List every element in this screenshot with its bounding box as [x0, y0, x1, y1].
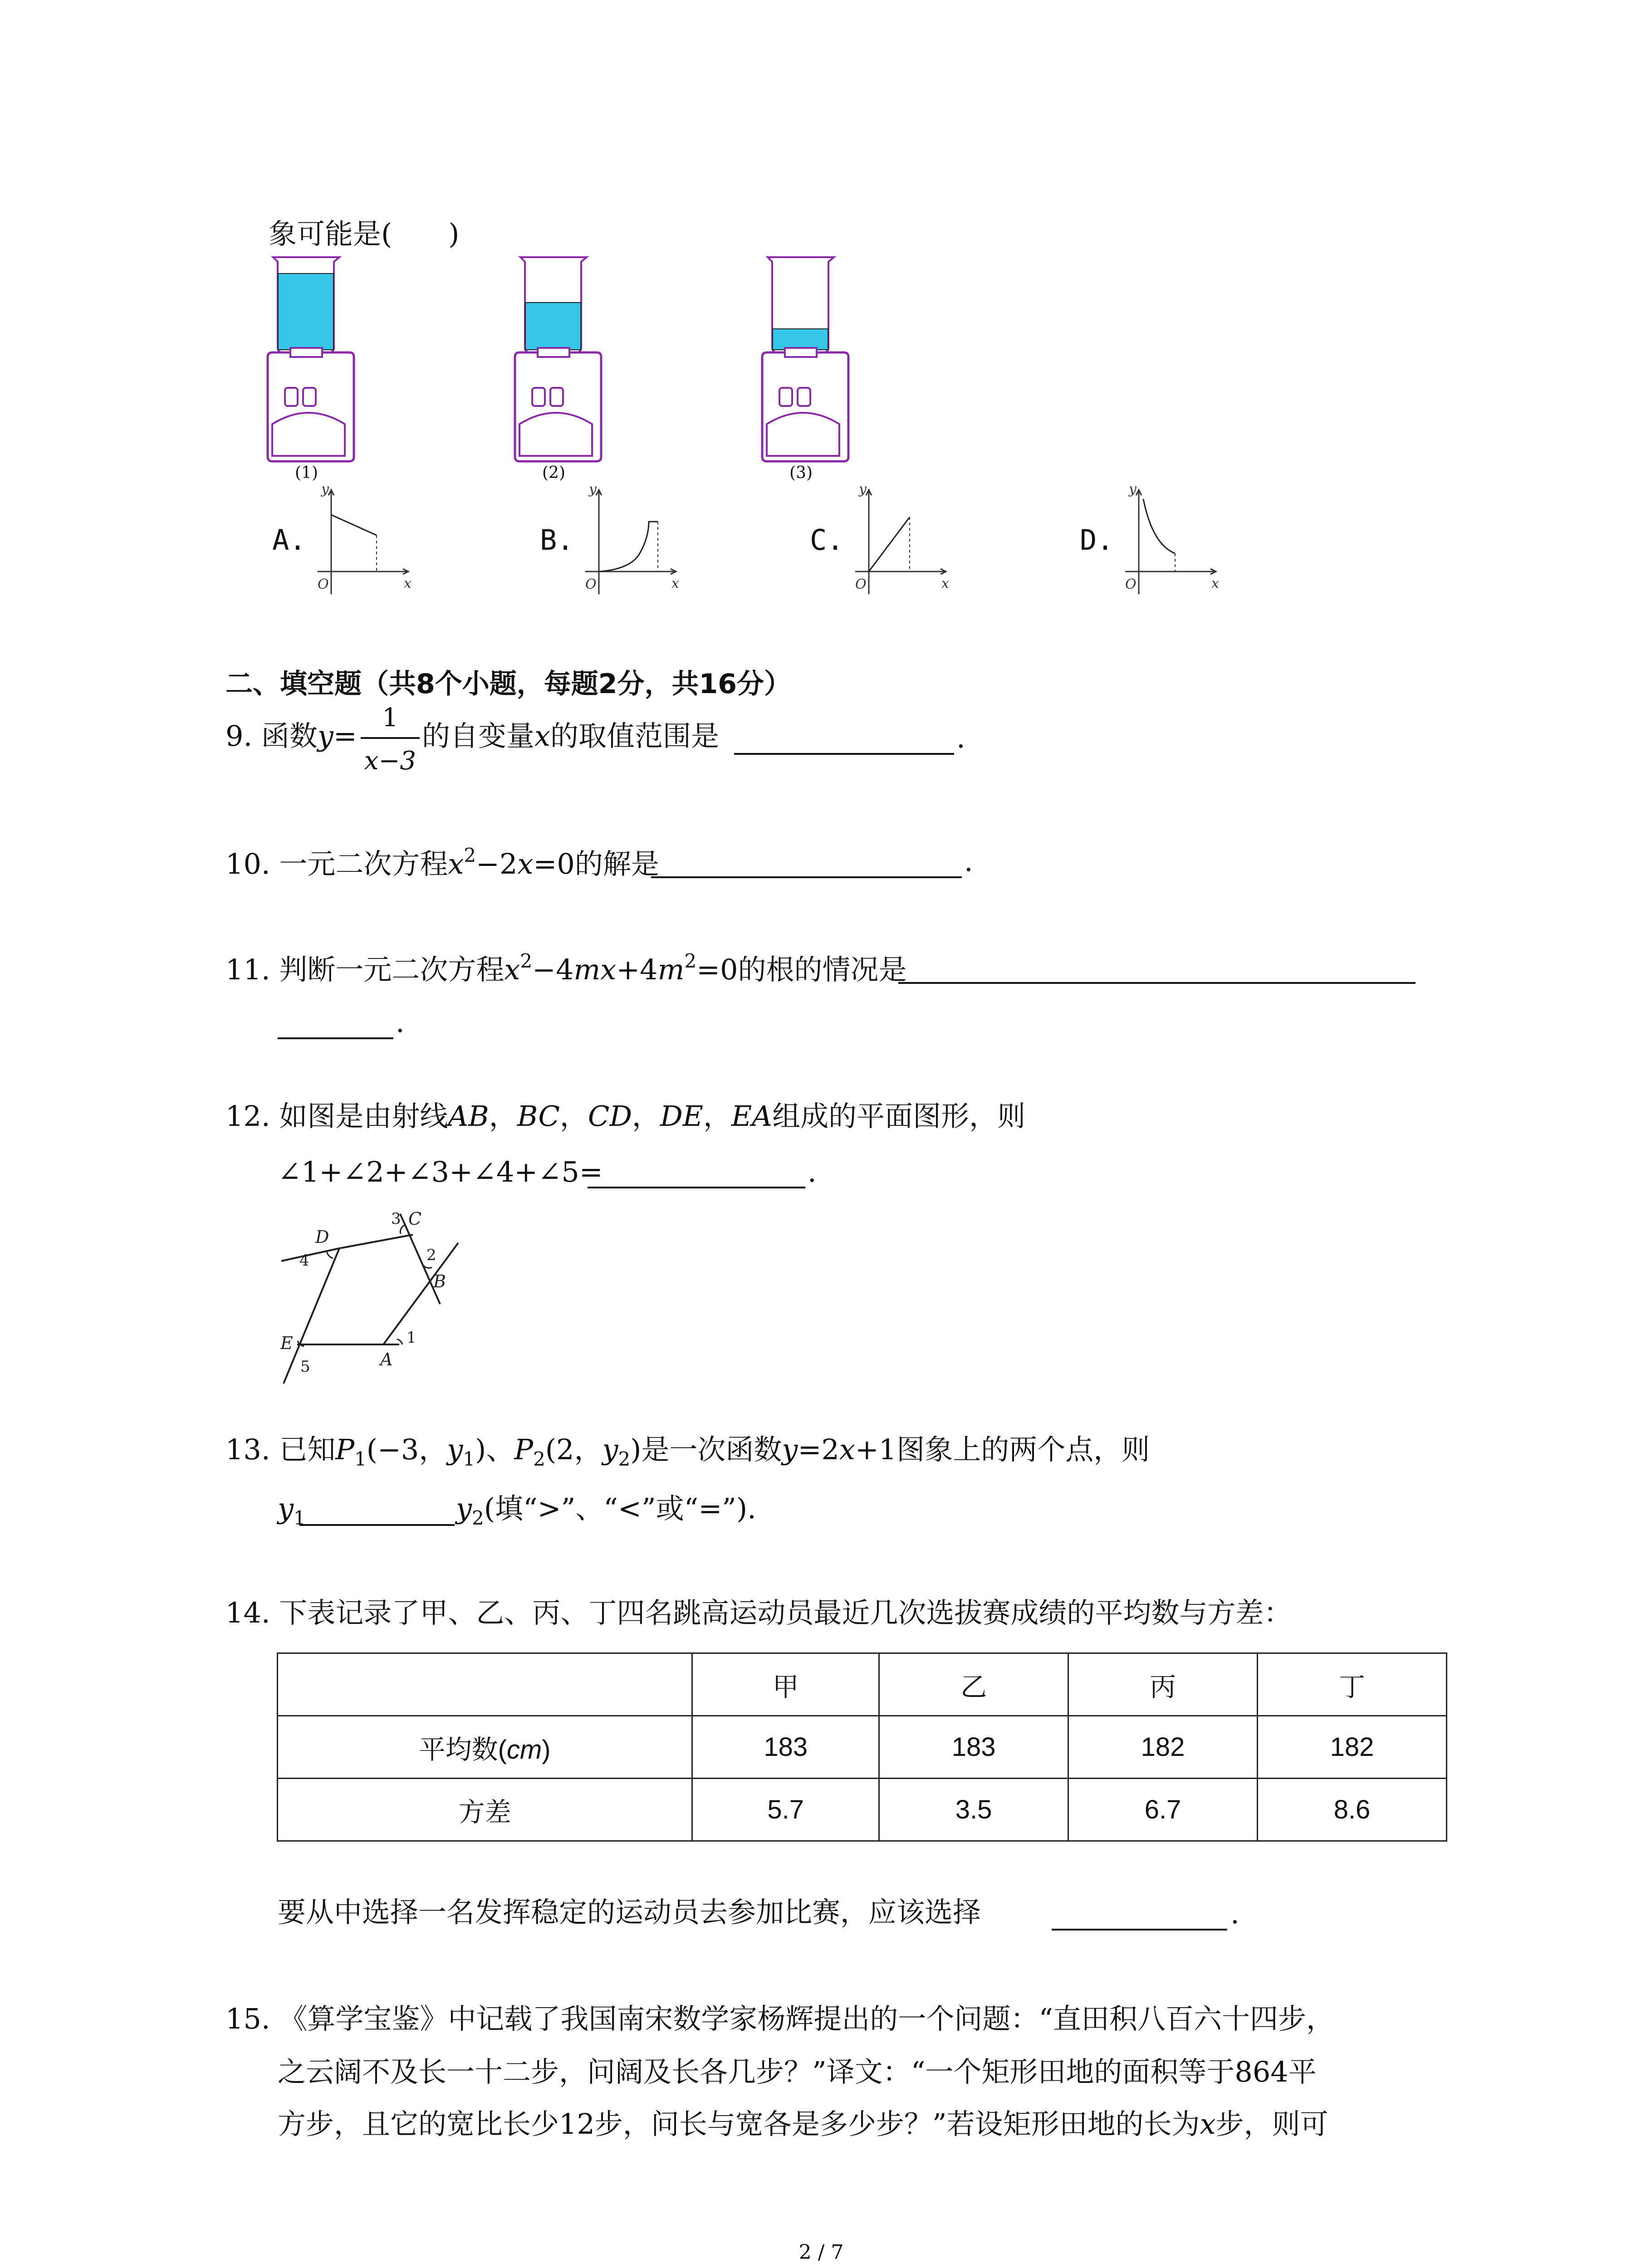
q14-stem: 下表记录了甲、乙、丙、丁四名跳高运动员最近几次选拔赛成绩的平均数与方差：: [279, 1596, 1292, 1629]
q11-post: =0的根的情况是: [696, 953, 907, 986]
q12-answer-blank[interactable]: [588, 1187, 805, 1188]
q12-angle-5: 5: [300, 1358, 310, 1376]
table-header-cell: 甲: [692, 1653, 879, 1716]
q10-var-x: x: [448, 847, 464, 880]
table-header-cell: 丁: [1258, 1653, 1447, 1716]
table-cell: 183: [879, 1716, 1068, 1779]
q13-line-1: [225, 1433, 1150, 1470]
q10-post: =0的解是: [533, 847, 659, 880]
figure-label-3: (3): [789, 464, 813, 482]
q9-end: .: [956, 721, 965, 754]
q9-number: 9.: [225, 719, 253, 753]
row-label-text: 方差: [458, 1797, 511, 1827]
q12-label-c: C: [408, 1209, 422, 1229]
table-header-cell: [278, 1653, 692, 1716]
q9-denominator: x−3: [364, 746, 416, 776]
q13-p1-close: )、: [475, 1433, 514, 1466]
q15-number: 15.: [225, 2002, 270, 2035]
q11-mid: −4: [532, 953, 574, 986]
q12-line1-post: 组成的平面图形，则: [772, 1100, 1026, 1133]
figure-label-1: (1): [295, 464, 318, 482]
score-table: [277, 1652, 1447, 1842]
q13-line2-post: (填“>”、“<”或“=”).: [484, 1492, 756, 1525]
q12-angle-2: 2: [426, 1246, 436, 1264]
table-header-row: [278, 1653, 1447, 1716]
option-a-label: A.: [272, 523, 306, 557]
q9-post1: 的自变量: [422, 719, 535, 753]
q10-var-x2: x: [517, 847, 534, 880]
q13-func-y: y: [782, 1433, 798, 1466]
q13-p1: P: [335, 1433, 355, 1466]
table-cell: 5.7: [692, 1779, 879, 1841]
q10-number: 10.: [225, 847, 270, 880]
q14-line: [225, 1596, 1292, 1629]
q12-sep: ，: [632, 1100, 661, 1133]
q12-angle-3: 3: [391, 1210, 401, 1228]
q12-sep: ，: [703, 1100, 732, 1133]
water-dispenser-figures: [254, 252, 898, 488]
option-b-label: B.: [540, 523, 574, 557]
q14-question: 要从中选择一名发挥稳定的运动员去参加比赛，应该选择: [278, 1896, 981, 1929]
q12-line1-pre: 如图是由射线: [279, 1100, 448, 1133]
row-label-end: ): [542, 1735, 551, 1765]
q13-p2-coords: (2，: [545, 1433, 603, 1466]
q13-l2-y2-sub: 2: [472, 1507, 484, 1529]
axis-y-label: y: [859, 481, 867, 497]
q15-line-3: [278, 2107, 1328, 2141]
q14-answer-blank[interactable]: [1052, 1929, 1227, 1931]
row-label-text: 平均数(: [419, 1735, 507, 1765]
q15-line-1: [225, 2002, 1335, 2035]
page-number: 2 / 7: [798, 2241, 844, 2264]
q15-line1-text: 《算学宝鉴》中记载了我国南宋数学家杨辉提出的一个问题：“直田积八百六十四步，: [279, 2002, 1335, 2035]
q13-p2-close: )是一次函数: [630, 1433, 782, 1466]
q9-numerator: 1: [382, 703, 398, 733]
q14-end: .: [1230, 1897, 1239, 1930]
q8-stem-tail: 象可能是( ): [269, 217, 460, 250]
water-dispenser-2: [515, 257, 601, 461]
q10-mid: −2: [476, 847, 518, 880]
q9-line: [225, 719, 357, 753]
axis-y-label: y: [1129, 481, 1136, 497]
q9-answer-blank[interactable]: [734, 753, 954, 755]
q10-line: [225, 846, 659, 878]
q13-answer-blank[interactable]: [299, 1524, 455, 1526]
option-b-graph: [576, 481, 685, 599]
table-row: [278, 1779, 1447, 1841]
table-cell: 6.7: [1068, 1779, 1258, 1841]
option-c-label: C.: [810, 523, 844, 557]
q12-label-d: D: [315, 1227, 329, 1247]
option-a-graph: [309, 481, 417, 599]
axis-x-label: x: [404, 576, 411, 591]
q9-post2: 的取值范围是: [550, 719, 719, 753]
q11-var-m: m: [657, 953, 685, 986]
q11-end: .: [396, 1006, 405, 1039]
q13-number: 13.: [225, 1433, 270, 1466]
q12-pentagon-figure: [272, 1198, 490, 1388]
q13-func-x: x: [839, 1433, 855, 1466]
q12-number: 12.: [225, 1100, 270, 1133]
table-cell: 3.5: [879, 1779, 1068, 1841]
q12-sep: ，: [489, 1100, 517, 1133]
figure-label-2: (2): [542, 464, 565, 482]
water-dispenser-3: [762, 257, 848, 461]
table-row: [278, 1716, 1447, 1779]
q11-var-mx: mx: [573, 953, 617, 986]
axis-x-label: x: [671, 576, 679, 591]
q13-func: =2: [798, 1433, 839, 1466]
q13-p1-sub: 1: [354, 1448, 367, 1470]
table-header-cell: 丙: [1068, 1653, 1258, 1716]
q13-l2-y1: y: [278, 1492, 294, 1525]
table-cell: 182: [1068, 1716, 1258, 1779]
q15-line3-post: 步，则可: [1215, 2107, 1328, 2141]
q13-y1: y: [447, 1433, 463, 1466]
q13-p2-sub: 2: [533, 1448, 545, 1470]
axis-y-label: y: [321, 481, 329, 497]
origin-label: O: [585, 577, 597, 592]
origin-label: O: [855, 577, 867, 592]
q12-end: .: [808, 1155, 817, 1188]
q12-label-b: B: [433, 1271, 446, 1291]
q12-line-2: ∠1+∠2+∠3+∠4+∠5=: [278, 1155, 603, 1188]
q11-pre: 判断一元二次方程: [279, 953, 505, 986]
q13-y2: y: [602, 1433, 618, 1466]
q12-ray-ab: AB: [448, 1100, 489, 1133]
q9-eq: =: [333, 719, 357, 753]
origin-label: O: [318, 577, 329, 592]
table-header-cell: 乙: [879, 1653, 1068, 1716]
q10-pre: 一元二次方程: [279, 847, 448, 880]
q13-line-2a: [278, 1492, 306, 1529]
axis-x-label: x: [941, 576, 949, 591]
q13-line-2b: [456, 1492, 756, 1529]
q11-plus: +4: [616, 953, 658, 986]
option-d-label: D.: [1080, 523, 1114, 557]
q13-pre: 已知: [279, 1433, 336, 1466]
q10-end: .: [964, 845, 973, 878]
q12-sep: ，: [559, 1100, 588, 1133]
q11-number: 11.: [225, 953, 270, 986]
q13-p1-coords: (−3，: [366, 1433, 447, 1466]
axis-x-label: x: [1211, 576, 1219, 591]
q12-ray-cd: CD: [588, 1100, 632, 1133]
q12-line-1: [225, 1100, 1026, 1133]
q14-number: 14.: [225, 1596, 270, 1629]
q10-answer-blank[interactable]: [651, 876, 962, 878]
q9-tail: [422, 719, 719, 753]
q11-var-x: x: [504, 953, 520, 986]
q9-var-y: y: [317, 719, 333, 753]
q13-l2-y1-sub: 1: [294, 1507, 306, 1529]
origin-label: O: [1125, 577, 1136, 592]
section-title: 二、填空题（共8个小题，每题2分，共16分）: [225, 668, 791, 700]
table-row-label: [278, 1779, 692, 1841]
q12-angle-1: 1: [407, 1329, 416, 1347]
q13-y2-sub: 2: [618, 1448, 631, 1470]
q13-l2-y2: y: [456, 1492, 472, 1525]
q9-pre: 函数: [261, 719, 318, 753]
q12-label-e: E: [280, 1333, 293, 1353]
table-row-label: [278, 1716, 692, 1779]
q12-label-a: A: [380, 1349, 393, 1369]
q11-answer-blank-2[interactable]: [278, 1037, 393, 1039]
q9-fraction-bar: [361, 737, 420, 739]
q13-y1-sub: 1: [463, 1448, 475, 1470]
table-cell: 182: [1258, 1716, 1447, 1779]
water-dispenser-1: [268, 257, 354, 461]
q15-var-x: x: [1200, 2107, 1216, 2141]
table-cell: 183: [692, 1716, 879, 1779]
option-d-graph: [1116, 481, 1225, 599]
q11-answer-blank-1[interactable]: [898, 982, 1416, 984]
axis-y-label: y: [589, 481, 597, 497]
q12-ray-de: DE: [660, 1100, 704, 1133]
q11-line: [225, 952, 907, 984]
q15-line3-pre: 方步，且它的宽比长少12步，问长与宽各是多少步？”若设矩形田地的长为: [278, 2107, 1200, 2141]
q13-func-post: +1图象上的两个点，则: [855, 1433, 1150, 1466]
q10-sup: 2: [464, 844, 476, 866]
q11-sup: 2: [520, 950, 533, 972]
row-label-unit: cm: [506, 1735, 542, 1765]
q9-var-x: x: [534, 719, 550, 753]
option-c-graph: [846, 481, 955, 599]
q12-ray-ea: EA: [731, 1100, 773, 1133]
q15-line-2: 之云阔不及长一十二步，问阔及长各几步？”译文：“一个矩形田地的面积等于864平: [278, 2055, 1317, 2088]
q11-sup2: 2: [684, 950, 697, 972]
table-cell: 8.6: [1258, 1779, 1447, 1841]
q12-angle-4: 4: [299, 1251, 309, 1270]
q13-p2: P: [514, 1433, 534, 1466]
q12-ray-bc: BC: [517, 1100, 560, 1133]
